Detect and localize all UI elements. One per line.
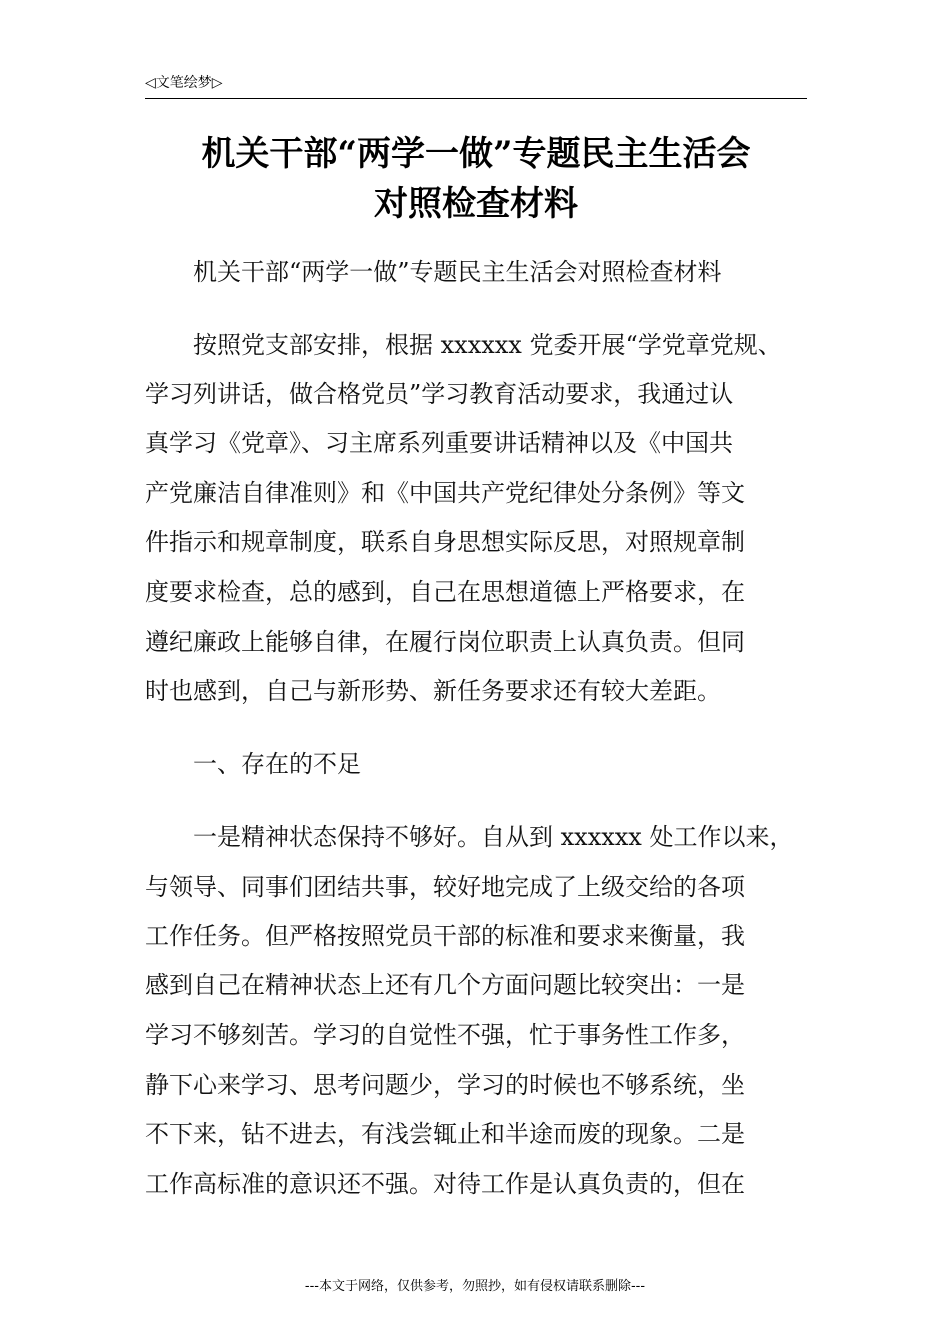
body-line: 度要求检查，总的感到，自己在思想道德上严格要求，在 <box>145 578 745 606</box>
section-heading: 一、存在的不足 <box>193 750 361 778</box>
body-line: 一是精神状态保持不够好。自从到 xxxxxx 处工作以来， <box>193 823 794 851</box>
body-line: 件指示和规章制度，联系自身思想实际反思，对照规章制 <box>145 528 745 556</box>
page-header <box>145 74 807 99</box>
document-title-line-1: 机关干部“两学一做”专题民主生活会 <box>201 134 751 174</box>
body-line: 按照党支部安排，根据 xxxxxx 党委开展“学党章党规、 <box>193 331 782 359</box>
body-line: 与领导、同事们团结共事，较好地完成了上级交给的各项 <box>145 873 745 901</box>
body-line: 不下来，钻不进去，有浅尝辄止和半途而废的现象。二是 <box>145 1120 745 1148</box>
body-line: 静下心来学习、思考问题少，学习的时候也不够系统，坐 <box>145 1071 745 1099</box>
document-subtitle: 机关干部“两学一做”专题民主生活会对照检查材料 <box>193 258 722 286</box>
header-brand: ◁文笔绘梦▷ <box>145 75 223 91</box>
body-line: 遵纪廉政上能够自律，在履行岗位职责上认真负责。但同 <box>145 628 745 656</box>
body-line: 感到自己在精神状态上还有几个方面问题比较突出：一是 <box>145 971 745 999</box>
page-footer: ---本文于网络，仅供参考，勿照抄，如有侵权请联系删除--- <box>304 1279 646 1294</box>
body-line: 工作任务。但严格按照党员干部的标准和要求来衡量，我 <box>145 922 745 950</box>
body-line: 真学习《党章》、习主席系列重要讲话精神以及《中国共 <box>145 429 733 457</box>
body-line: 产党廉洁自律准则》和《中国共产党纪律处分条例》等文 <box>145 479 745 507</box>
body-line: 工作高标准的意识还不强。对待工作是认真负责的，但在 <box>145 1170 745 1198</box>
body-line: 时也感到，自己与新形势、新任务要求还有较大差距。 <box>145 677 721 705</box>
body-line: 学习列讲话，做合格党员”学习教育活动要求，我通过认 <box>145 380 734 408</box>
document-title-line-2: 对照检查材料 <box>374 184 578 224</box>
body-line: 学习不够刻苦。学习的自觉性不强，忙于事务性工作多， <box>145 1021 745 1049</box>
